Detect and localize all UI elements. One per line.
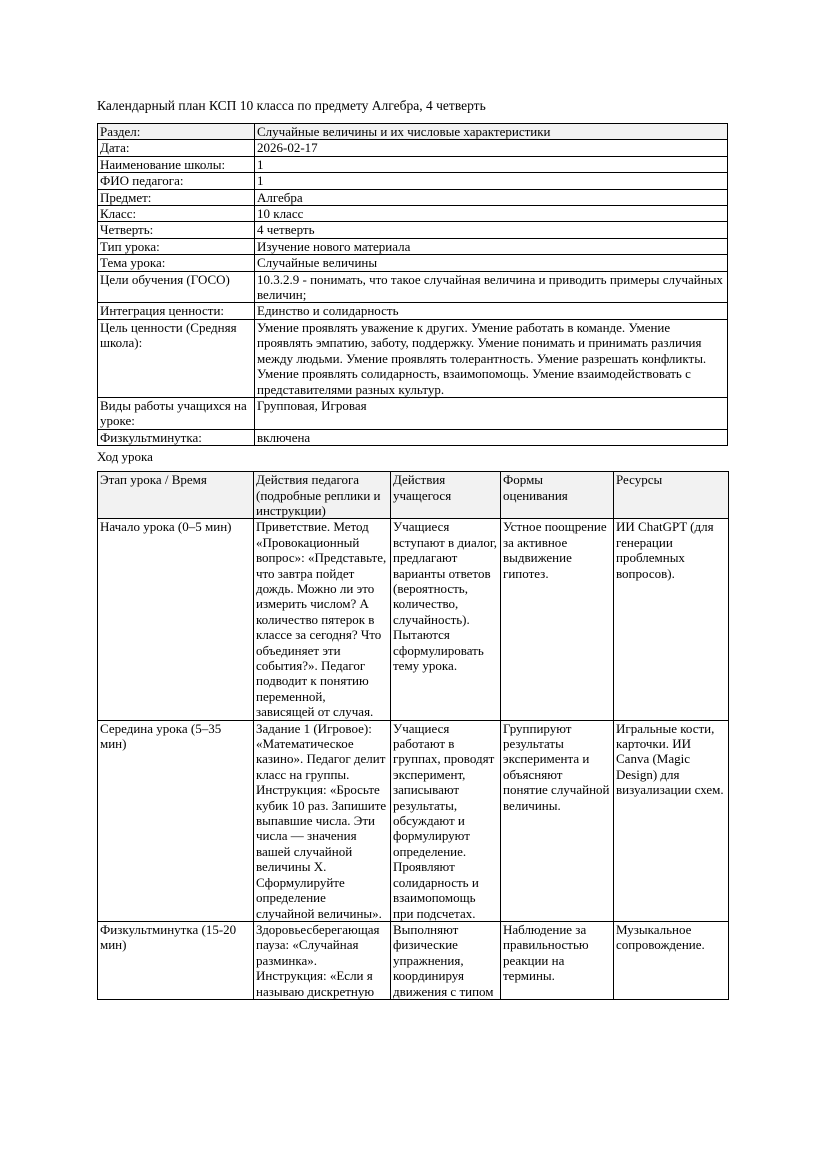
info-row-value: Единство и солидарность [255, 303, 728, 319]
info-row-value: Случайные величины [255, 255, 728, 271]
info-row-label: Тема урока: [98, 255, 255, 271]
lesson-cell-resources: Игральные кости, карточки. ИИ Canva (Magic Design) для визуализации схем. [614, 720, 729, 921]
info-row-label: Цель ценности (Средняя школа): [98, 319, 255, 397]
info-table-row [98, 140, 728, 156]
info-row-value: 1 [255, 173, 728, 189]
lesson-cell-teacher: Приветствие. Метод «Провокационный вопрос»: «Представьте, что завтра пойдет дождь. Можно ли это измерить числом? А количество пятерок в классе за сегодня? Что объединяет эти события?». Педагог подводит к понятию переменной, зависящей от случая. [254, 519, 391, 720]
lesson-table-row [98, 720, 729, 921]
info-row-label: Предмет: [98, 189, 255, 205]
lesson-cell-stage: Начало урока (0–5 мин) [98, 519, 254, 720]
lesson-cell-student: Учащиеся вступают в диалог, предлагают варианты ответов (вероятность, количество, случайность). Пытаются сформулировать тему урока. [391, 519, 501, 720]
info-row-value: 10 класс [255, 206, 728, 222]
info-row-label: Четверть: [98, 222, 255, 238]
info-table-row [98, 397, 728, 429]
info-table-row [98, 303, 728, 319]
lesson-info-table [97, 123, 728, 446]
info-row-value: 10.3.2.9 - понимать, что такое случайная величина и приводить примеры случайных величин; [255, 271, 728, 303]
lesson-cell-student: Учащиеся работают в группах, проводят эксперимент, записывают результаты, обсуждают и формулируют определение. Проявляют солидарность и взаимопомощь при подсчетах. [391, 720, 501, 921]
info-table-row [98, 156, 728, 172]
lesson-table-row [98, 519, 729, 720]
info-row-label: Физкультминутка: [98, 429, 255, 445]
info-table-row [98, 206, 728, 222]
info-row-label: Раздел: [98, 124, 255, 140]
lesson-cell-teacher: Задание 1 (Игровое): «Математическое казино». Педагог делит класс на группы. Инструкция: «Бросьте кубик 10 раз. Запишите выпавшие числа. Эти числа — значения вашей случайной величины X. Сформулируйте определение случайной величины». [254, 720, 391, 921]
lesson-cell-assessment: Группируют результаты эксперимента и объясняют понятие случайной величины. [501, 720, 614, 921]
lesson-cell-assessment: Устное поощрение за активное выдвижение гипотез. [501, 519, 614, 720]
info-table-body [98, 124, 728, 446]
info-row-label: Наименование школы: [98, 156, 255, 172]
info-row-label: Класс: [98, 206, 255, 222]
info-row-label: Цели обучения (ГОСО) [98, 271, 255, 303]
info-row-value: включена [255, 429, 728, 445]
info-table-row [98, 255, 728, 271]
page-content [97, 98, 728, 1000]
info-table-row [98, 238, 728, 254]
lesson-table-header-row [98, 472, 729, 519]
lesson-flow-table [97, 471, 729, 1000]
lesson-table-column-header: Ресурсы [614, 472, 729, 519]
lesson-table-body [98, 519, 729, 1000]
document-title: Календарный план КСП 10 класса по предмету Алгебра, 4 четверть [97, 98, 486, 113]
lesson-cell-teacher: Здоровьесберегающая пауза: «Случайная разминка». Инструкция: «Если я называю дискретную [254, 921, 391, 999]
info-table-row [98, 319, 728, 397]
section-heading-lesson-flow: Ход урока [97, 449, 153, 465]
info-row-value: Изучение нового материала [255, 238, 728, 254]
info-row-label: Виды работы учащихся на уроке: [98, 397, 255, 429]
lesson-table-column-header: Действия учащегося [391, 472, 501, 519]
lesson-cell-resources: ИИ ChatGPT (для генерации проблемных вопросов). [614, 519, 729, 720]
info-row-label: Тип урока: [98, 238, 255, 254]
info-table-row [98, 429, 728, 445]
lesson-cell-stage: Физкультминутка (15-20 мин) [98, 921, 254, 999]
info-table-row [98, 173, 728, 189]
info-table-row [98, 189, 728, 205]
info-row-value: Групповая, Игровая [255, 397, 728, 429]
info-table-row [98, 222, 728, 238]
lesson-cell-student: Выполняют физические упражнения, координируя движения с типом [391, 921, 501, 999]
info-row-value: 2026-02-17 [255, 140, 728, 156]
info-table-row [98, 271, 728, 303]
lesson-cell-resources: Музыкальное сопровождение. [614, 921, 729, 999]
lesson-table-column-header: Действия педагога (подробные реплики и инструкции) [254, 472, 391, 519]
lesson-cell-stage: Середина урока (5–35 мин) [98, 720, 254, 921]
info-row-label: Дата: [98, 140, 255, 156]
lesson-table-column-header: Этап урока / Время [98, 472, 254, 519]
lesson-table-column-header: Формы оценивания [501, 472, 614, 519]
info-row-label: Интеграция ценности: [98, 303, 255, 319]
info-row-value: Случайные величины и их числовые характеристики [255, 124, 728, 140]
info-row-value: 4 четверть [255, 222, 728, 238]
info-row-value: 1 [255, 156, 728, 172]
info-row-label: ФИО педагога: [98, 173, 255, 189]
info-row-value: Алгебра [255, 189, 728, 205]
info-row-value: Умение проявлять уважение к других. Умение работать в команде. Умение проявлять эмпатию, заботу, поддержку. Умение понимать и принимать различия между людьми. Умение проявлять толерантность. Умение разрешать конфликты. Умение проявлять солидарность, взаимопомощь. Умение взаимодействовать с представителями разных культур. [255, 319, 728, 397]
info-table-row [98, 124, 728, 140]
lesson-cell-assessment: Наблюдение за правильностью реакции на термины. [501, 921, 614, 999]
lesson-table-row [98, 921, 729, 999]
